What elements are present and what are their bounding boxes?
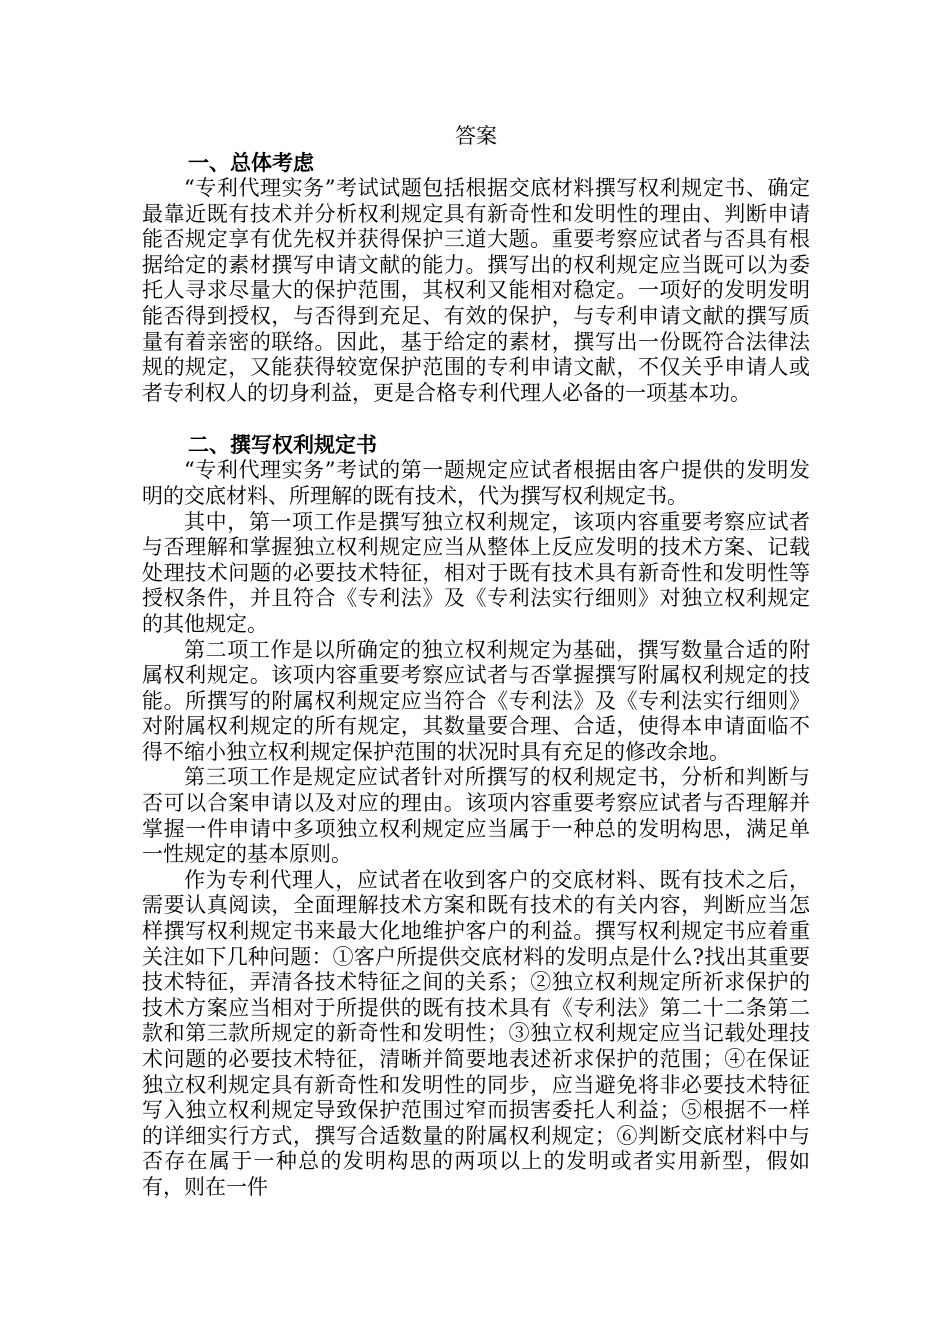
paragraph: “专利代理实务”考试试题包括根据交底材料撰写权利规定书、确定最靠近既有技术并分析权利规定具有新奇性和发明性的理由、判断申请能否规定享有优先权并获得保护三道大题。重要考察应试者与否具有根据给定的素材撰写申请文献的能力。撰写出的权利规定应当既可以为委托人寻求尽量大的保护范围，其权利又能相对稳定。一项好的发明发明能否得到授权，与否得到充足、有效的保护，与专利申请文献的撰写质量有着亲密的联络。因此，基于给定的素材，撰写出一份既符合法律法规的规定，又能获得较宽保护范围的专利申请文献，不仅关乎申请人或者专利权人的切身利益，更是合格专利代理人必备的一项基本功。	[142, 176, 810, 405]
paragraph: 作为专利代理人，应试者在收到客户的交底材料、既有技术之后，需要认真阅读，全面理解技术方案和既有技术的有关内容，判断应当怎样撰写权利规定书来最大化地维护客户的利益。撰写权利规定书应着重关注如下几种问题：①客户所提供交底材料的发明点是什么?找出其重要技术特征，弄清各技术特征之间的关系；②独立权利规定所祈求保护的技术方案应当相对于所提供的既有技术具有《专利法》第二十二条第二款和第三款所规定的新奇性和发明性；③独立权利规定应当记载处理技术问题的必要技术特征，清晰并简要地表述祈求保护的范围；④在保证独立权利规定具有新奇性和发明性的同步，应当避免将非必要技术特征写入独立权利规定导致保护范围过窄而损害委托人利益；⑤根据不一样的详细实行方式，撰写合适数量的附属权利规定；⑥判断交底材料中与否存在属于一种总的发明构思的两项以上的发明或者实用新型，假如有，则在一件	[142, 867, 810, 1199]
paragraph: 第三项工作是规定应试者针对所撰写的权利规定书，分析和判断与否可以合案申请以及对应的理由。该项内容重要考察应试者与否理解并掌握一件申请中多项独立权利规定应当属于一种总的发明构思，满足单一性规定的基本原则。	[142, 765, 810, 867]
paragraph: “专利代理实务”考试的第一题规定应试者根据由客户提供的发明发明的交底材料、所理解的既有技术，代为撰写权利规定书。	[142, 458, 810, 508]
section-heading-overall: 一、总体考虑	[188, 151, 314, 175]
section-heading-claims: 二、撰写权利规定书	[188, 433, 377, 458]
paragraph: 第二项工作是以所确定的独立权利规定为基础，撰写数量合适的附属权利规定。该项内容重要考察应试者与否掌握撰写附属权利规定的技能。所撰写的附属权利规定应当符合《专利法》及《专利法实行细则》对附属权利规定的所有规定，其数量要合理、合适，使得本申请面临不得不缩小独立权利规定保护范围的状况时具有充足的修改余地。	[142, 637, 810, 764]
document-title: 答案	[455, 124, 497, 148]
paragraph: 其中，第一项工作是撰写独立权利规定，该项内容重要考察应试者与否理解和掌握独立权利规定应当从整体上反应发明的技术方案、记载处理技术问题的必要技术特征，相对于既有技术具有新奇性和发明性等授权条件，并且符合《专利法》及《专利法实行细则》对独立权利规定的其他规定。	[142, 509, 810, 636]
document-body	[142, 122, 810, 1201]
section-spacer	[142, 406, 810, 432]
